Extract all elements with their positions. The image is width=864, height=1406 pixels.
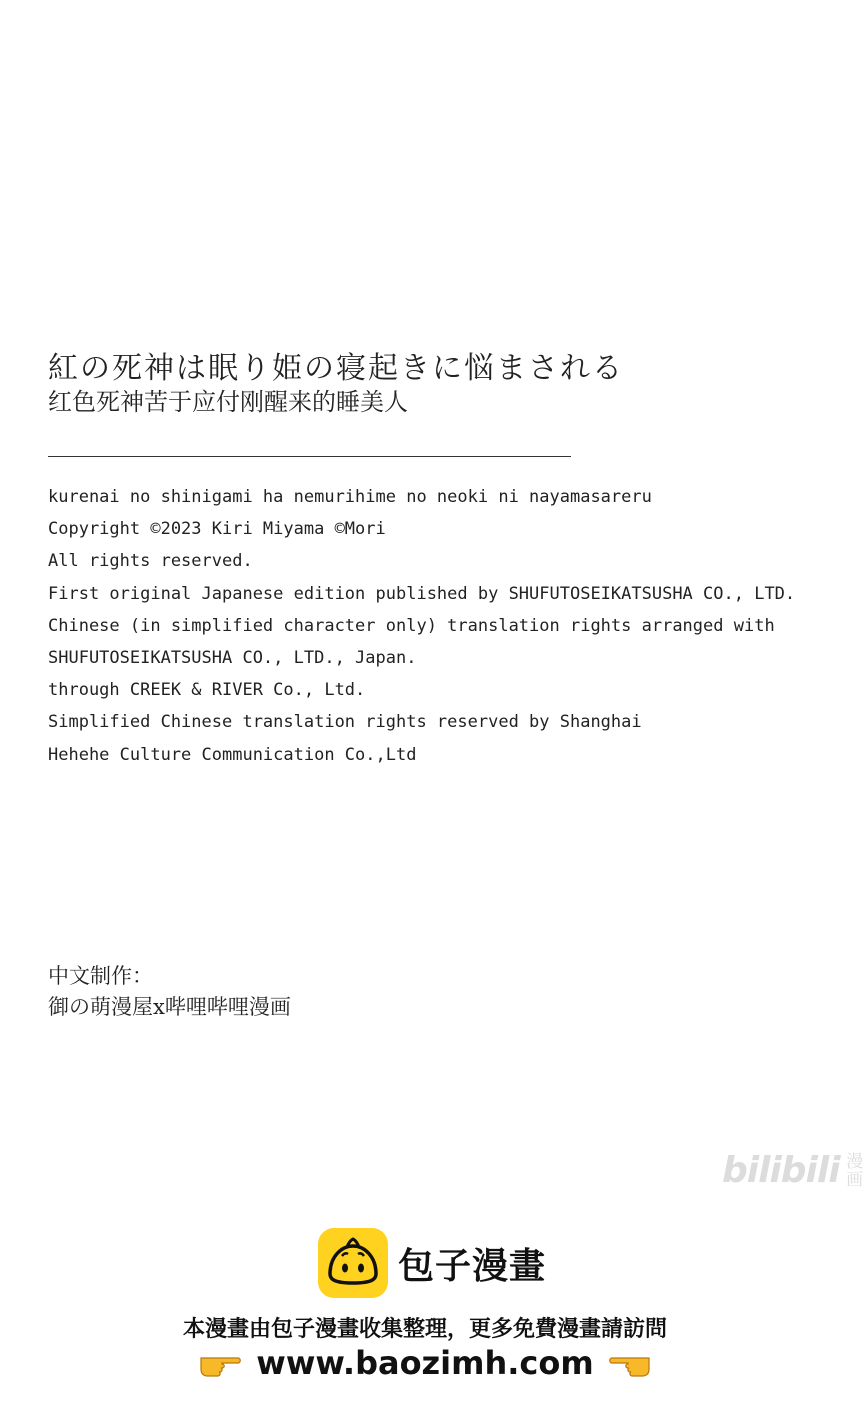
credits-producers: 御の萌漫屋x哔哩哔哩漫画 [48, 995, 291, 1019]
copyright-line: First original Japanese edition published by SHUFUTOSEIKATSUSHA CO., LTD. [48, 583, 796, 604]
copyright-line: Simplified Chinese translation rights reserved by Shanghai [48, 712, 642, 733]
credits-block [48, 961, 291, 1023]
chinese-title: 红色死神苦于应付刚醒来的睡美人 [48, 388, 408, 416]
watermark-subtext: 漫画 [846, 1151, 864, 1190]
pointing-right-hand-icon [198, 1348, 242, 1378]
copyright-line: kurenai no shinigami ha nemurihime no neoki ni nayamasareru [48, 487, 652, 507]
title-block [48, 350, 624, 416]
japanese-title: 紅の死神は眠り姫の寝起きに悩まされる [48, 351, 624, 386]
divider-line [48, 456, 571, 457]
site-notice: 本漫畫由包子漫畫收集整理，更多免費漫畫請訪問 [182, 1317, 667, 1342]
copyright-block [48, 481, 795, 771]
copyright-line: Copyright ©2023 Kiri Miyama ©Mori [48, 519, 386, 540]
copyright-line: Chinese (in simplified character only) translation rights arranged with [48, 615, 775, 636]
copyright-line: All rights reserved. [48, 551, 253, 572]
brand-header [318, 1228, 546, 1298]
baozi-logo-icon [318, 1228, 388, 1298]
pointing-left-hand-icon [608, 1348, 652, 1378]
site-url-link[interactable]: www.baozimh.com [256, 1344, 594, 1382]
copyright-line: Hehehe Culture Communication Co.,Ltd [48, 744, 417, 765]
brand-name: 包子漫畫 [398, 1245, 547, 1287]
credits-heading: 中文制作： [48, 964, 153, 988]
url-row [0, 1344, 850, 1382]
copyright-line: through CREEK & RIVER Co., Ltd. [48, 680, 366, 701]
copyright-line: SHUFUTOSEIKATSUSHA CO., LTD., Japan. [48, 647, 417, 668]
bilibili-watermark [722, 1150, 864, 1191]
watermark-text: bilibili [722, 1150, 840, 1191]
